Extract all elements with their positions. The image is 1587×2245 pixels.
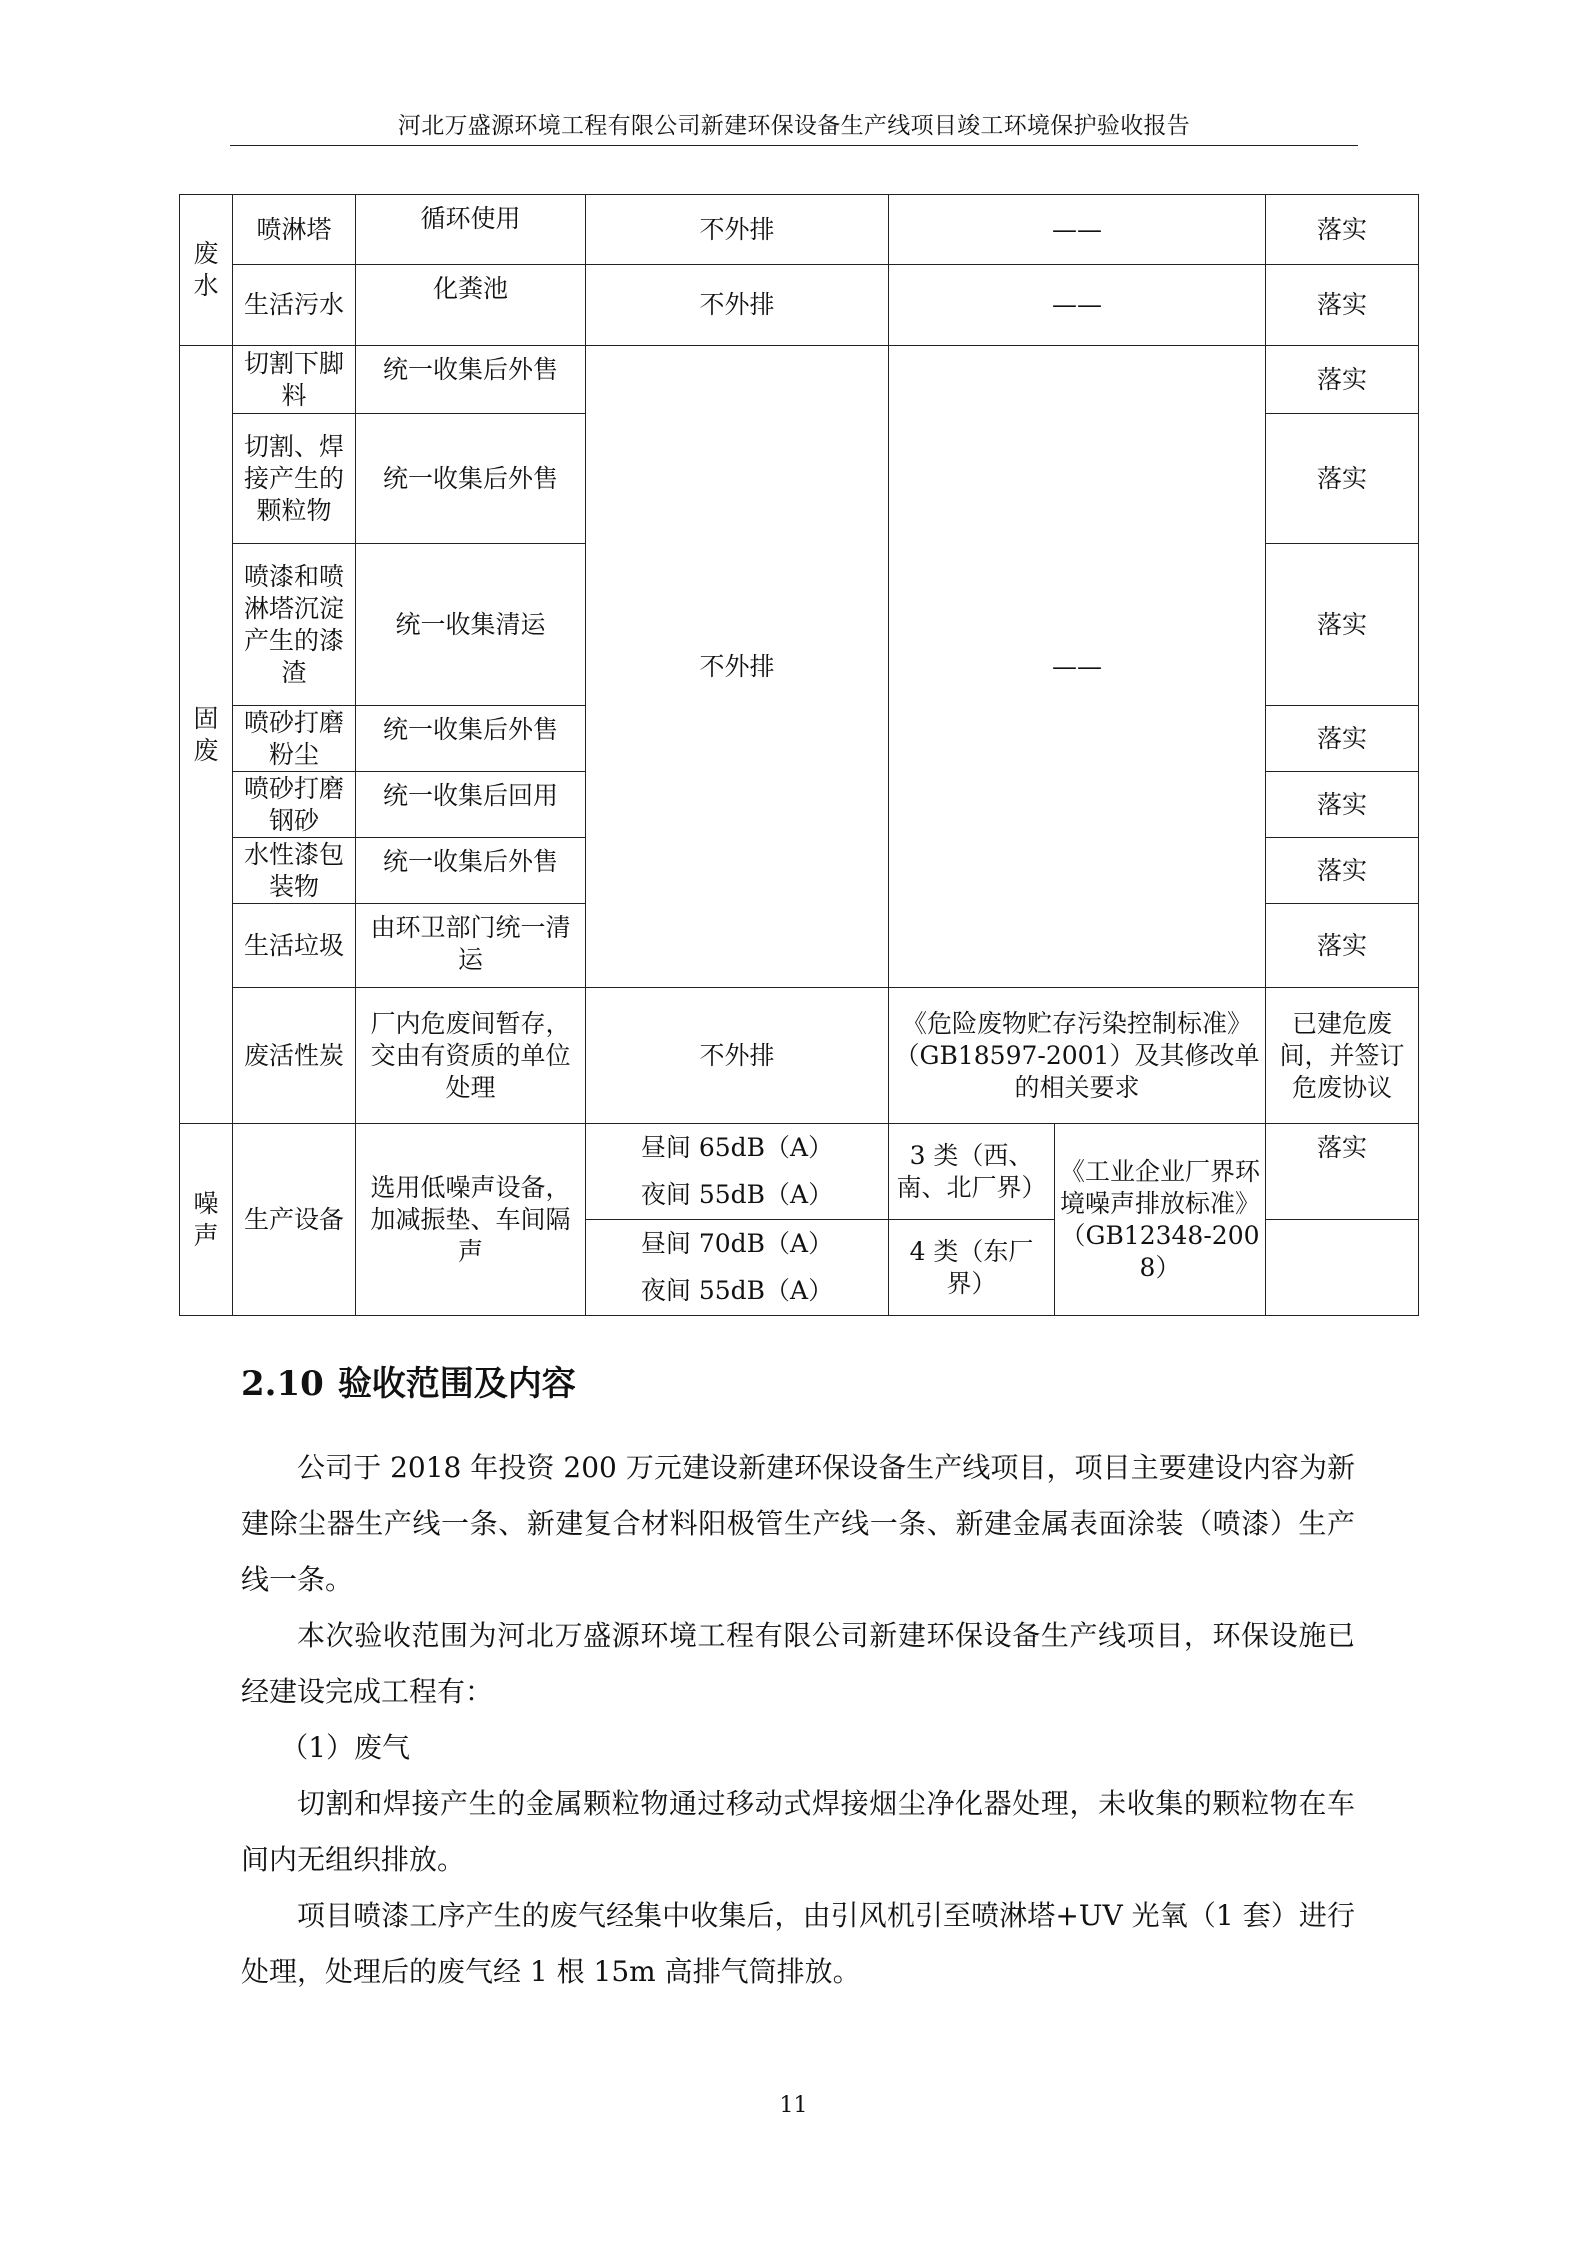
source-cell: 喷砂打磨粉尘 [233,706,356,772]
paragraph: 公司于 2018 年投资 200 万元建设新建环保设备生产线项目，项目主要建设内容为新建除尘器生产线一条、新建复合材料阳极管生产线一条、新建金属表面涂装（喷漆）生产线一条。 [241,1451,1355,1596]
measure-cell: 统一收集后回用 [356,772,586,838]
source-cell: 喷淋塔 [233,195,356,265]
measure-cell: 统一收集后外售 [356,838,586,904]
status-cell: 落实 [1266,904,1419,988]
source-cell: 生产设备 [233,1124,356,1316]
paragraph: 项目喷漆工序产生的废气经集中收集后，由引风机引至喷淋塔+UV 光氧（1 套）进行处理，处理后的废气经 1 根 15m 高排气筒排放。 [241,1899,1355,1988]
measure-cell: 选用低噪声设备，加减振垫、车间隔声 [356,1124,586,1316]
status-cell: 落实 [1266,195,1419,265]
measure-cell: 统一收集后外售 [356,346,586,414]
standard-cell: 《危险废物贮存污染控制标准》（GB18597-2001）及其修改单的相关要求 [889,988,1266,1124]
table-row [180,265,1419,346]
measure-cell: 统一收集后外售 [356,706,586,772]
discharge-cell: 不外排 [586,346,889,988]
table-row [180,988,1419,1124]
table-row [180,346,1419,414]
status-cell: 已建危废间，并签订危废协议 [1266,988,1419,1124]
source-cell: 喷漆和喷淋塔沉淀产生的漆渣 [233,544,356,706]
category-cell-noise: 噪声 [180,1124,233,1316]
zone-cell-a: 3 类（西、南、北厂界） [889,1124,1055,1220]
status-cell-empty [1266,1220,1419,1316]
page-number: 11 [779,2093,808,2118]
section-title: 验收范围及内容 [337,1364,576,1404]
status-cell: 落实 [1266,1124,1419,1220]
status-cell: 落实 [1266,706,1419,772]
section-heading [241,1362,576,1406]
section-number: 2.10 [241,1364,324,1404]
standard-cell: —— [889,195,1266,265]
measure-cell: 统一收集清运 [356,544,586,706]
header-rule [230,145,1358,146]
measure-cell: 化粪池 [356,265,586,346]
section-body [241,1440,1355,2000]
limit-night-b: 夜间 55dB（A） [586,1268,889,1316]
source-cell: 生活污水 [233,265,356,346]
discharge-cell: 不外排 [586,265,889,346]
status-cell: 落实 [1266,838,1419,904]
paragraph: 本次验收范围为河北万盛源环境工程有限公司新建环保设备生产线项目，环保设施已经建设完成工程有： [241,1619,1355,1708]
limit-night-a: 夜间 55dB（A） [586,1172,889,1220]
zone-cell-b: 4 类（东厂界） [889,1220,1055,1316]
measure-cell: 统一收集后外售 [356,414,586,544]
noise-standard-cell: 《工业企业厂界环境噪声排放标准》（GB12348-2008） [1055,1124,1266,1316]
page-header: 河北万盛源环境工程有限公司新建环保设备生产线项目竣工环境保护验收报告 [397,113,1191,139]
category-cell-solid-waste: 固废 [180,346,233,1124]
source-cell: 废活性炭 [233,988,356,1124]
status-cell: 落实 [1266,772,1419,838]
limit-day-b: 昼间 70dB（A） [586,1220,889,1268]
measure-cell: 由环卫部门统一清运 [356,904,586,988]
table-row [180,1124,1419,1172]
standard-cell: —— [889,346,1266,988]
status-cell: 落实 [1266,346,1419,414]
status-cell: 落实 [1266,265,1419,346]
discharge-cell: 不外排 [586,988,889,1124]
limit-day-a: 昼间 65dB（A） [586,1124,889,1172]
measure-cell: 循环使用 [356,195,586,265]
status-cell: 落实 [1266,414,1419,544]
standard-cell: —— [889,265,1266,346]
category-cell-wastewater: 废水 [180,195,233,346]
paragraph: 切割和焊接产生的金属颗粒物通过移动式焊接烟尘净化器处理，未收集的颗粒物在车间内无组织排放。 [241,1787,1355,1876]
source-cell: 切割、焊接产生的颗粒物 [233,414,356,544]
discharge-cell: 不外排 [586,195,889,265]
source-cell: 喷砂打磨钢砂 [233,772,356,838]
source-cell: 水性漆包装物 [233,838,356,904]
status-cell: 落实 [1266,544,1419,706]
measure-cell: 厂内危废间暂存，交由有资质的单位处理 [356,988,586,1124]
measures-table [179,194,1419,1316]
source-cell: 切割下脚料 [233,346,356,414]
source-cell: 生活垃圾 [233,904,356,988]
table-row [180,195,1419,265]
list-item-heading: （1）废气 [280,1731,411,1764]
